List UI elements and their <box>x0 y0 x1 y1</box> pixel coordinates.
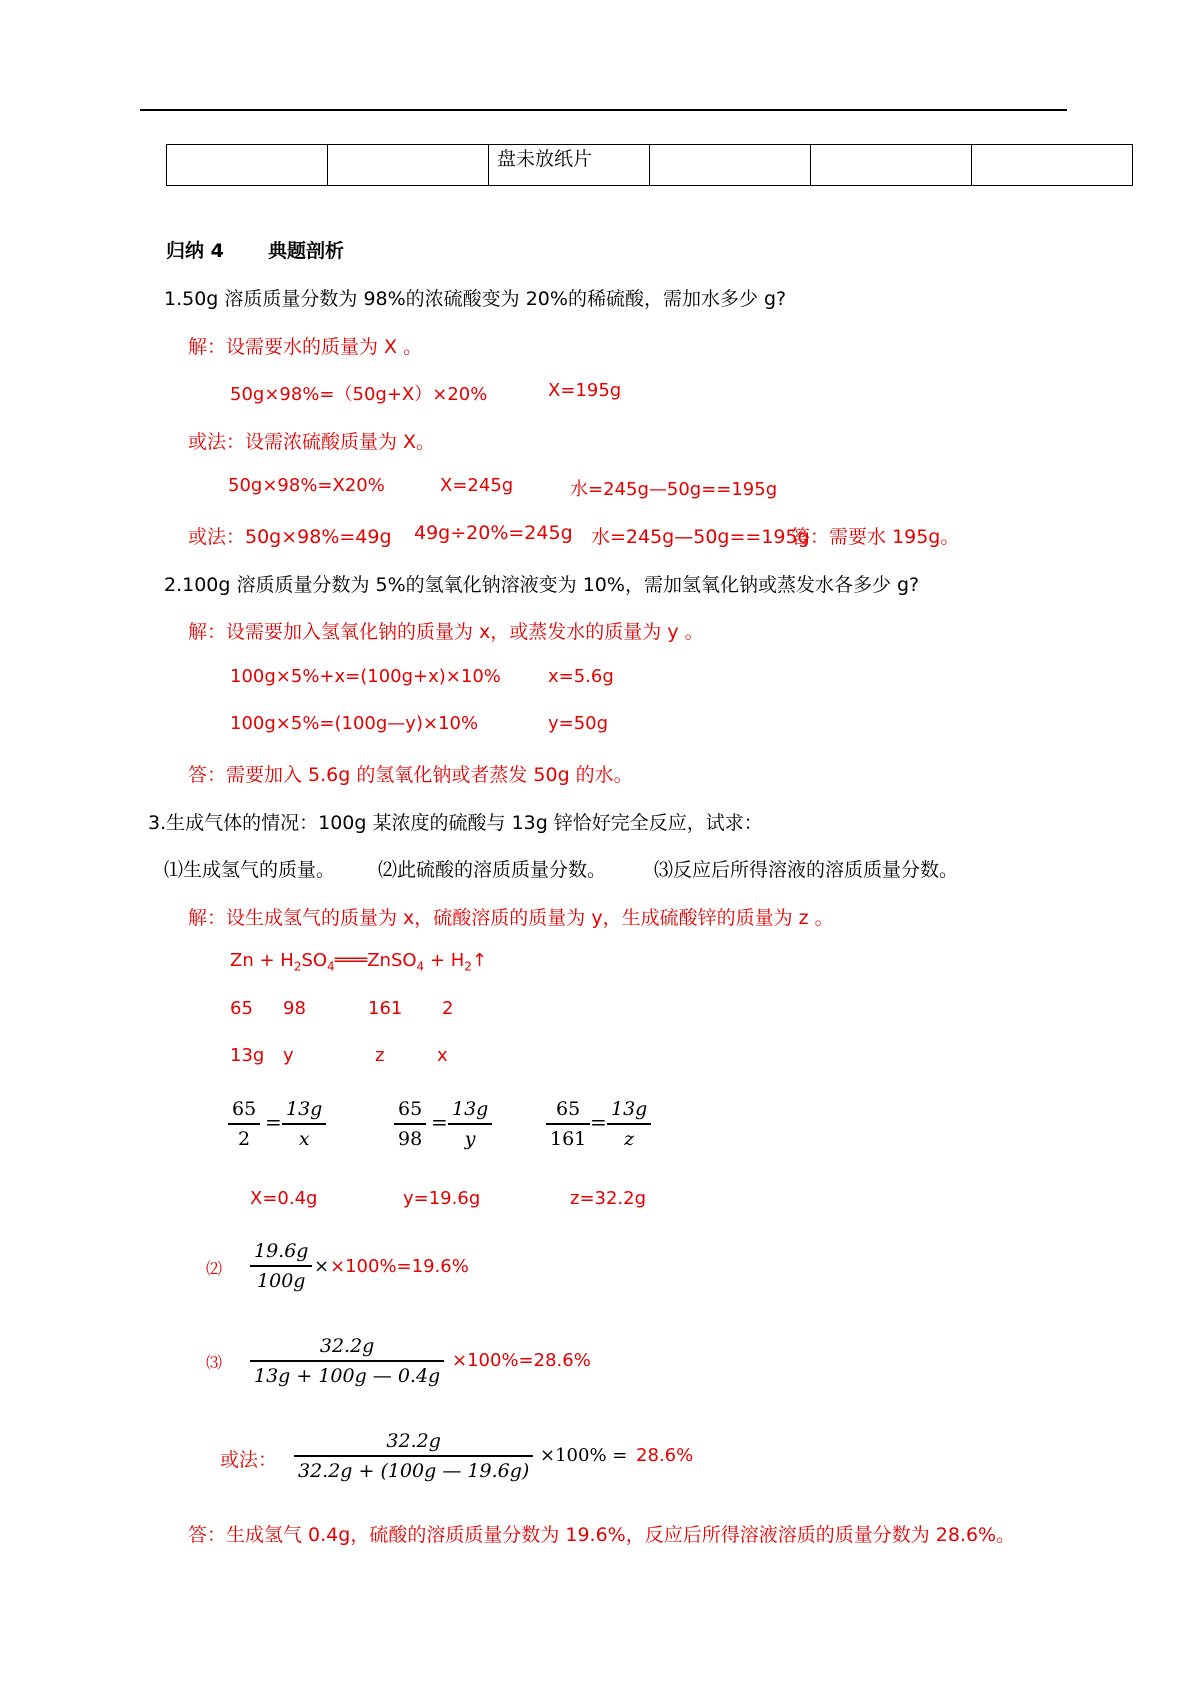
q3-solution: 解：设生成氢气的质量为 x，硫酸溶质的质量为 y，生成硫酸锌的质量为 z 。 <box>188 907 834 929</box>
fraction-left-2 <box>394 1098 426 1150</box>
table-row <box>167 145 1133 186</box>
denominator: z <box>624 1127 635 1150</box>
equals-sign: = <box>265 1110 282 1134</box>
var-x: x <box>437 1045 448 1066</box>
fraction-right-3 <box>607 1098 651 1150</box>
q1-alt-method: 或法：设需浓硫酸质量为 X。 <box>188 431 436 453</box>
denominator: x <box>298 1127 310 1150</box>
fraction-left-3 <box>546 1098 590 1150</box>
numerator: 65 <box>232 1098 257 1120</box>
step-3-label: ⑶ <box>206 1353 223 1372</box>
alt-method-label: 或法： <box>220 1449 278 1471</box>
q3-part-1: ⑴生成氢气的质量。 <box>164 859 336 881</box>
var-y: y <box>283 1045 294 1066</box>
denominator: 13g + 100g — 0.4g <box>254 1364 441 1387</box>
alt-result: 28.6% <box>636 1445 694 1466</box>
equals-sign: = <box>590 1110 607 1134</box>
alt-times-100: ×100% = <box>540 1445 628 1466</box>
q1-alt-equation: 50g×98%=X20% <box>228 475 385 496</box>
mass-98: 98 <box>283 998 306 1019</box>
header-rule <box>140 109 1067 111</box>
mass-2: 2 <box>442 998 454 1019</box>
q2-equation-1: 100g×5%+x=(100g+x)×10% <box>230 666 501 687</box>
numerator: 65 <box>556 1098 581 1120</box>
section-title: 典题剖析 <box>268 240 345 262</box>
q1-equation-result: X=195g <box>548 380 622 401</box>
section-label: 归纳 4 <box>166 240 224 262</box>
q1-alt2-b: 49g÷20%=245g <box>414 522 573 544</box>
var-13g: 13g <box>230 1045 265 1066</box>
numerator: 13g <box>286 1098 323 1120</box>
fraction-left-1 <box>228 1098 260 1150</box>
table-cell <box>972 145 1133 186</box>
q3-question: 3.生成气体的情况：100g 某浓度的硫酸与 13g 锌恰好完全反应，试求： <box>148 812 763 834</box>
reaction-subscript: 2 <box>464 959 472 974</box>
step-3-fraction <box>250 1335 444 1387</box>
result-z: z=32.2g <box>570 1188 647 1209</box>
q3-part-2: ⑵此硫酸的溶质质量分数。 <box>378 859 607 881</box>
table-cell <box>167 145 328 186</box>
var-z: z <box>375 1045 385 1066</box>
fraction-right-1 <box>282 1098 326 1150</box>
q3-answer: 答：生成氢气 0.4g，硫酸的溶质质量分数为 19.6%，反应后所得溶液溶质的质量分数为 28.6%。 <box>188 1524 1016 1546</box>
q2-answer: 答：需要加入 5.6g 的氢氧化钠或者蒸发 50g 的水。 <box>188 764 633 786</box>
q1-alt-result: X=245g <box>440 475 514 496</box>
data-table <box>166 144 1133 186</box>
reaction-subscript: 4 <box>327 959 335 974</box>
table-cell <box>328 145 489 186</box>
q1-answer: 答：需要水 195g。 <box>791 526 960 548</box>
reaction-part: Zn + H <box>230 950 294 971</box>
reaction-part: SO <box>301 950 328 971</box>
mass-65: 65 <box>230 998 253 1019</box>
denominator: 2 <box>238 1127 251 1150</box>
step-2-fraction <box>250 1240 312 1292</box>
q1-equation: 50g×98%=（50g+X）×20% <box>230 384 488 405</box>
denominator: 161 <box>550 1127 587 1150</box>
table-cell <box>650 145 811 186</box>
reaction-part: + H <box>424 950 465 971</box>
numerator: 32.2g <box>386 1430 441 1452</box>
step-2-label: ⑵ <box>206 1259 223 1278</box>
numerator: 65 <box>398 1098 423 1120</box>
q1-solution: 解：设需要水的质量为 X 。 <box>188 336 423 358</box>
q2-equation-1-result: x=5.6g <box>548 666 614 687</box>
table-cell: 盘未放纸片 <box>489 145 650 186</box>
q1-alt2-a: 或法：50g×98%=49g <box>188 526 392 548</box>
times-sign: × <box>314 1256 330 1277</box>
numerator: 32.2g <box>319 1335 375 1357</box>
reaction-equation <box>230 950 487 974</box>
reaction-equals: ═══ <box>334 950 368 971</box>
numerator: 19.6g <box>254 1240 309 1262</box>
denominator: 100g <box>257 1269 306 1292</box>
step-2-result: ×100%=19.6% <box>330 1256 469 1277</box>
gas-arrow: ↑ <box>471 950 487 971</box>
alt-method-fraction <box>294 1430 533 1482</box>
q1-alt-water: 水=245g—50g==195g <box>570 479 778 500</box>
reaction-subscript: 4 <box>416 959 425 974</box>
result-y: y=19.6g <box>403 1188 481 1209</box>
q2-question: 2.100g 溶质质量分数为 5%的氢氧化钠溶液变为 10%，需加氢氧化钠或蒸发水各多少 g? <box>164 574 920 596</box>
equals-sign: = <box>431 1110 448 1134</box>
reaction-part: ZnSO <box>367 950 417 971</box>
numerator: 13g <box>611 1098 648 1120</box>
mass-161: 161 <box>368 998 403 1019</box>
step-3-result: ×100%=28.6% <box>452 1350 591 1371</box>
denominator: 98 <box>398 1127 423 1150</box>
reaction-subscript: 2 <box>293 959 302 974</box>
q2-equation-2: 100g×5%=(100g—y)×10% <box>230 713 479 734</box>
result-x: X=0.4g <box>250 1188 318 1209</box>
denominator: 32.2g + (100g — 19.6g) <box>298 1459 530 1482</box>
table-cell <box>811 145 972 186</box>
q3-part-3: ⑶反应后所得溶液的溶质质量分数。 <box>654 859 959 881</box>
q1-question: 1.50g 溶质质量分数为 98%的浓硫酸变为 20%的稀硫酸，需加水多少 g? <box>164 288 787 310</box>
q2-solution: 解：设需要加入氢氧化钠的质量为 x，或蒸发水的质量为 y 。 <box>188 621 704 643</box>
q1-alt2-c: 水=245g—50g==195g <box>591 526 810 548</box>
denominator: y <box>464 1127 476 1150</box>
fraction-right-2 <box>448 1098 492 1150</box>
numerator: 13g <box>452 1098 489 1120</box>
q2-equation-2-result: y=50g <box>548 713 609 734</box>
